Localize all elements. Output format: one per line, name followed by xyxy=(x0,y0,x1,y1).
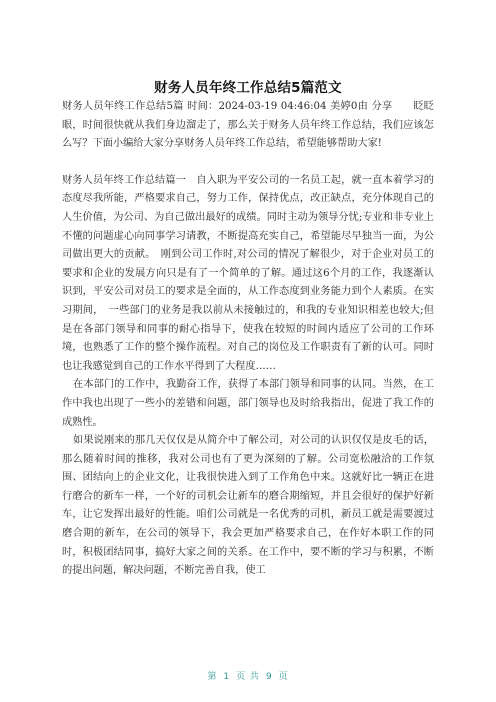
body-paragraph-1: 财务人员年终工作总结篇一 自入职为平安公司的一名员工起，就一直本着学习的态度尽我所能，严格要求自己，努力工作，保持优点，改正缺点，充分体现自己的人生价值，为公司、为自己做出最好的成绩。同时主动为领导分忧;专业和非专业上不懂的问题虚心向同事学习请教，不断提高充实自己，希望能尽早独当一面，为公司做出更大的贡献。 刚到公司工作时,对公司的情况了解很少，对于企业对员工的要求和企业的发展方向只是有了一个简单的了解。通过这6个月的工作，我逐渐认识到，平安公司对员工的要求是全面的，从工作态度到业务能力到个人素质。在实习期间， 一些部门的业务是我以前从未接触过的，和我的专业知识相差也较大;但是在各部门领导和同事的耐心指导下，使我在较短的时间内适应了公司的工作环境，也熟悉了工作的整个操作流程。对自己的岗位及工作职责有了新的认可。同时也让我感觉到自己的工作水平得到了大程度…… xyxy=(62,174,434,372)
paragraph-gap xyxy=(62,154,434,172)
document-body xyxy=(62,98,434,581)
footer-suffix: 页 xyxy=(278,672,289,682)
footer-middle: 页 共 xyxy=(236,672,260,682)
body-paragraph-2: 在本部门的工作中，我勤奋工作，获得了本部门领导和同事的认同。当然，在工作中我也出现了一些小的差错和问题，部门领导也及时给我指出，促进了我工作的成熟性。 xyxy=(62,379,434,428)
intro-paragraph: 财务人员年终工作总结5篇 时间：2024-03-19 04:46:04 美婷0由 分享 眨眨眼，时间很快就从我们身边溜走了，那么关于财务人员年终工作总结，我们应该怎么写？下面小编给大家分享财务人员年终工作总结，希望能够帮助大家! xyxy=(62,101,434,150)
footer-prefix: 第 xyxy=(207,672,218,682)
page-footer xyxy=(0,669,496,682)
footer-page-number: 1 xyxy=(223,672,231,682)
document-title: 财务人员年终工作总结5篇范文 xyxy=(154,80,342,96)
footer-total-pages: 9 xyxy=(265,672,273,682)
body-paragraph-3: 如果说刚来的那几天仅仅是从简介中了解公司，对公司的认识仅仅是皮毛的话，那么随着时间的推移，我对公司也有了更为深刻的了解。公司宽松融洽的工作氛围、团结向上的企业文化，让我很快进入到了工作角色中来。这就好比一辆正在进行磨合的新车一样，一个好的司机会让新车的磨合期缩短，并且会很好的保护好新车，让它发挥出最好的性能。咱们公司就是一名优秀的司机，新员工就是需要渡过磨合期的新车，在公司的领导下，我会更加严格要求自己，在作好本职工作的同时，积极团结同事，搞好大家之间的关系。在工作中，要不断的学习与积累，不断的提出问题，解决问题，不断完善自我，使工 xyxy=(62,435,434,577)
